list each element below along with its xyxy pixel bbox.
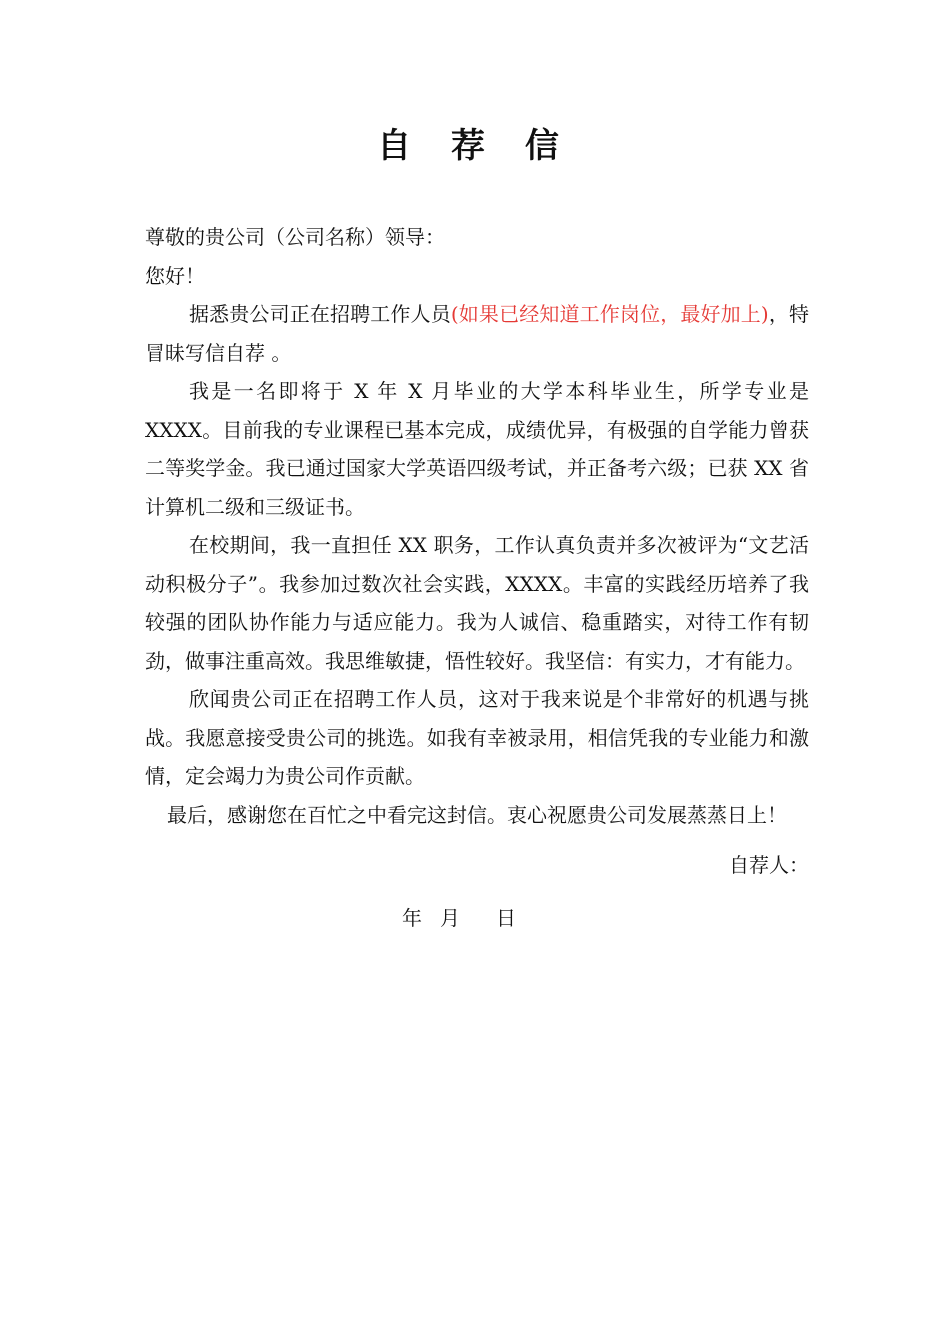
page-title: 自 荐 信 [377, 126, 573, 166]
paragraph-closing: 最后，感谢您在百忙之中看完这封信。衷心祝愿贵公司发展蒸蒸日上！ [167, 802, 787, 827]
date-year: 年 [402, 905, 422, 930]
greeting: 您好！ [145, 263, 205, 288]
letter-body [145, 218, 809, 937]
date-month: 月 [440, 905, 460, 930]
paragraph-motivation: 欣闻贵公司正在招聘工作人员，这对于我来说是个非常好的机遇与挑战。我愿意接受贵公司的挑选。如我有幸被录用，相信凭我的专业能力和激情，定会竭力为贵公司作贡献。 [145, 687, 809, 788]
paragraph-education: 我是一名即将于 X 年 X 月毕业的大学本科毕业生，所学专业是 XXXX。目前我的专业课程已基本完成，成绩优异，有极强的自学能力曾获二等奖学金。我已通过国家大学英语四级考试，并正备考六级；已获 XX 省计算机二级和三级证书。 [145, 379, 809, 519]
salutation: 尊敬的贵公司（公司名称）领导： [145, 225, 445, 249]
intro-text-end: ，特冒昧写信自荐 。 [145, 302, 810, 365]
paragraph-intro [145, 295, 809, 372]
date-day: 日 [496, 905, 516, 930]
date-line [145, 899, 809, 938]
paragraph-experience: 在校期间，我一直担任 XX 职务，工作认真负责并多次被评为“文艺活动积极分子”。我参加过数次社会实践，XXXX。丰富的实践经历培养了我较强的团队协作能力与适应能力。我为人诚信、稳重踏实，对待工作有韧劲，做事注重高效。我思维敏捷，悟性较好。我坚信：有实力，才有能力。 [145, 533, 809, 673]
signature-label: 自荐人： [729, 853, 809, 877]
intro-position-note: (如果已经知道工作岗位，最好加上) [450, 302, 769, 326]
intro-text: 据悉贵公司正在招聘工作人员 [189, 302, 451, 326]
